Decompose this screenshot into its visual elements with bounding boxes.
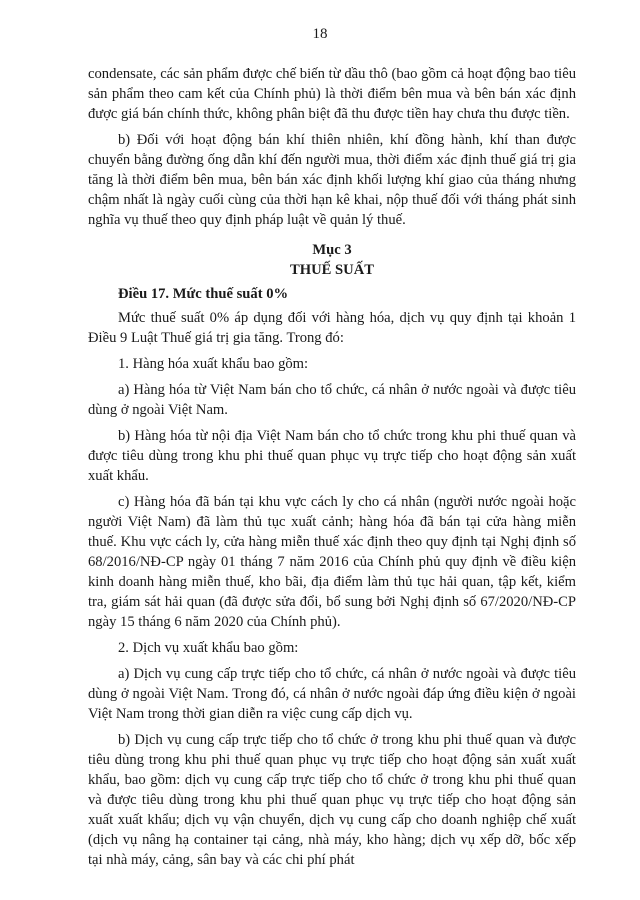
page-number: 18 [312, 26, 328, 42]
document-body [88, 64, 576, 876]
paragraph: b) Đối với hoạt động bán khí thiên nhiên, khí đồng hành, khí than được chuyển bằng đường ống dẫn khí đến người mua, thời điểm xác định thuế giá trị gia tăng là thời điểm bên mua, bên bán xác định khối lượng khí giao của tháng nhưng chậm nhất là ngày cuối cùng của thời hạn kê khai, nộp thuế đối với tháng phát sinh nghĩa vụ thuế theo quy định pháp luật về quản lý thuế. [88, 132, 576, 228]
paragraph: 1. Hàng hóa xuất khẩu bao gồm: [118, 356, 309, 372]
section-heading [88, 240, 576, 280]
paragraph: 2. Dịch vụ xuất khẩu bao gồm: [118, 640, 299, 656]
section-label: Mục 3 [312, 242, 352, 258]
article-heading: Điều 17. Mức thuế suất 0% [118, 286, 289, 302]
paragraph: a) Hàng hóa từ Việt Nam bán cho tổ chức, cá nhân ở nước ngoài và được tiêu dùng ở ngoài Việt Nam. [88, 382, 576, 418]
paragraph: b) Hàng hóa từ nội địa Việt Nam bán cho tổ chức trong khu phi thuế quan và được tiêu dùng trong khu phi thuế quan phục vụ trực tiếp cho hoạt động sản xuất xuất khẩu. [88, 428, 576, 484]
paragraph: b) Dịch vụ cung cấp trực tiếp cho tổ chức ở trong khu phi thuế quan và được tiêu dùng trong khu phi thuế quan phục vụ trực tiếp cho hoạt động sản xuất xuất khẩu, bao gồm: dịch vụ cung cấp trực tiếp cho tổ chức ở trong khu phi thuế quan và được tiêu dùng trong khu phi thuế quan phục vụ trực tiếp cho hoạt động sản xuất xuất khẩu; dịch vụ vận chuyển, dịch vụ cung cấp cho doanh nghiệp chế xuất (dịch vụ nâng hạ container tại cảng, nhà máy, kho hàng; dịch vụ xếp dỡ, bốc xếp tại nhà máy, cảng, sân bay và các chi phí phát [88, 732, 576, 868]
paragraph: Mức thuế suất 0% áp dụng đối với hàng hóa, dịch vụ quy định tại khoản 1 Điều 9 Luật Thuế giá trị gia tăng. Trong đó: [88, 310, 576, 346]
section-title: THUẾ SUẤT [290, 262, 374, 278]
paragraph: c) Hàng hóa đã bán tại khu vực cách ly cho cá nhân (người nước ngoài hoặc người Việt Nam) đã làm thủ tục xuất cảnh; hàng hóa đã bán tại cửa hàng miễn thuế. Khu vực cách ly, cửa hàng miễn thuế xác định theo quy định tại Nghị định số 68/2016/NĐ-CP ngày 01 tháng 7 năm 2016 của Chính phủ quy định về điều kiện kinh doanh hàng miễn thuế, kho bãi, địa điểm làm thủ tục hải quan, tập kết, kiểm tra, giám sát hải quan (đã được sửa đổi, bổ sung bởi Nghị định số 67/2020/NĐ-CP ngày 15 tháng 6 năm 2020 của Chính phủ). [88, 494, 576, 630]
paragraph: a) Dịch vụ cung cấp trực tiếp cho tổ chức, cá nhân ở nước ngoài và được tiêu dùng ở ngoài Việt Nam. Trong đó, cá nhân ở nước ngoài đáp ứng điều kiện ở ngoài Việt Nam trong thời gian diễn ra việc cung cấp dịch vụ. [88, 666, 576, 722]
paragraph: condensate, các sản phẩm được chế biến từ dầu thô (bao gồm cả hoạt động bao tiêu sản phẩm theo cam kết của Chính phủ) là thời điểm bên mua và bên bán xác định được giá bán chính thức, không phân biệt đã thu được tiền hay chưa thu được tiền. [88, 66, 576, 122]
